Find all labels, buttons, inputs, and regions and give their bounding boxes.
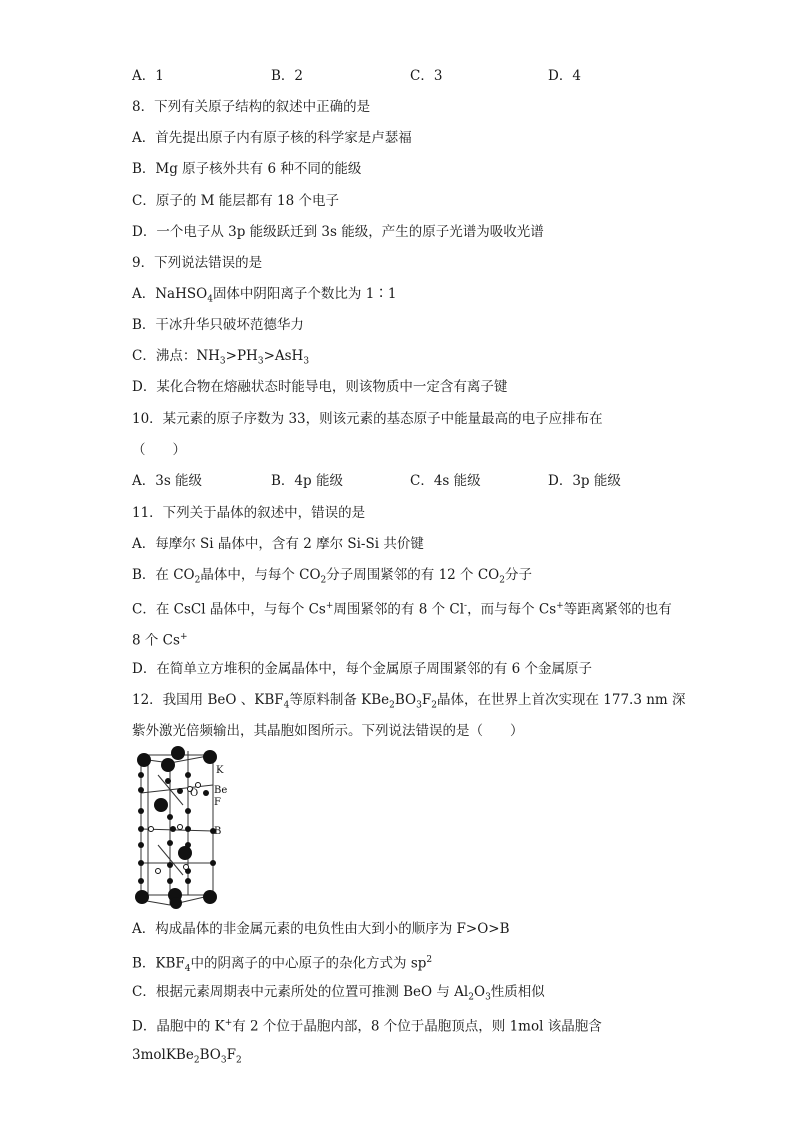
q11-option-d: D．在简单立方堆积的金属晶体中，每个金属原子周围紧邻的有 6 个金属原子: [132, 661, 592, 677]
q9-stem: 9．下列说法错误的是: [132, 255, 263, 271]
k-atom: [154, 798, 168, 812]
k-atom: [203, 750, 217, 764]
q7-option-a: A．1: [132, 68, 164, 84]
legend-o: O: [190, 788, 199, 799]
q11-option-b: B．在 $CO_2$晶体中，与每个 $CO_2$分子周围紧邻的有 12 个 $CO_2$分子: [132, 567, 532, 586]
q8-option-c: C．原子的 M 能层都有 18 个电子: [132, 193, 339, 209]
q9-option-d: D．某化合物在熔融状态时能导电，则该物质中一定含有离子键: [132, 379, 508, 395]
q11-option-c-line2: 8 个 Cs+: [132, 632, 188, 649]
q10-paren: （ ）: [132, 442, 186, 458]
q8-option-a: A．首先提出原子内有原子核的科学家是卢瑟福: [132, 130, 412, 146]
q10-option-a: A．3s 能级: [132, 473, 203, 489]
legend-be: Be: [214, 785, 228, 796]
q8-option-d: D．一个电子从 3p 能级跃迁到 3s 能级，产生的原子光谱为吸收光谱: [132, 224, 544, 240]
q11-option-c: C．在 CsCl 晶体中，与每个 Cs+周围紧邻的有 8 个 Cl-，而与每个 Cs+等距离紧邻的也有: [132, 601, 672, 618]
q9-option-b: B．干冰升华只破坏范德华力: [132, 317, 304, 333]
k-atom: [161, 758, 175, 772]
legend-k: K: [216, 765, 224, 776]
q7-option-d: D．4: [548, 68, 581, 84]
q11-option-a: A．每摩尔 Si 晶体中，含有 2 摩尔 Si-Si 共价键: [132, 536, 424, 552]
q7-option-b: B．2: [271, 68, 304, 84]
k-atom: [178, 846, 192, 860]
k-atom: [135, 890, 149, 904]
q12-option-c: C．根据元素周期表中元素所处的位置可推测 BeO 与 $Al_2O_3$性质相似: [132, 984, 545, 1003]
q12-option-d: D．晶胞中的 K+有 2 个位于晶胞内部，8 个位于晶胞顶点，则 1mol 该晶胞含: [132, 1018, 602, 1035]
q10-option-d: D．3p 能级: [548, 473, 621, 489]
k-atom: [137, 753, 151, 767]
q11-stem: 11．下列关于晶体的叙述中，错误的是: [132, 505, 366, 521]
q10-option-c: C．4s 能级: [410, 473, 481, 489]
q10-stem: 10．某元素的原子序数为 33，则该元素的基态原子中能量最高的电子应排布在: [132, 411, 603, 427]
k-atom: [171, 746, 185, 760]
q12-option-d-line2: $3molKBe_2BO_3F_2$: [132, 1047, 242, 1066]
q12-stem-line1: 12．我国用 BeO 、$KBF_4$等原料制备 $KBe_2BO_3F_2$晶体，在世界上首次实现在 177.3 nm 深: [132, 692, 686, 711]
q10-option-b: B．4p 能级: [271, 473, 343, 489]
q7-option-c: C．3: [410, 68, 443, 84]
k-atom: [170, 897, 182, 909]
q8-stem: 8．下列有关原子结构的叙述中正确的是: [132, 99, 371, 115]
q9-option-c: C．沸点：$NH_3>PH_3>AsH_3$: [132, 348, 310, 367]
q9-option-a: A．NaHSO$_4$固体中阴阳离子个数比为 1∶1: [132, 286, 397, 305]
q8-option-b: B．Mg 原子核外共有 6 种不同的能级: [132, 161, 362, 177]
k-atom: [203, 890, 217, 904]
q12-option-b: B．$KBF_4$中的阴离子的中心原子的杂化方式为 $sp^2$: [132, 955, 433, 975]
q12-stem-line2: 紫外激光倍频输出，其晶胞如图所示。下列说法错误的是（ ）: [132, 723, 524, 739]
legend-b: B: [214, 826, 222, 837]
crystal-cell-figure: [128, 745, 248, 910]
q12-option-a: A．构成晶体的非金属元素的电负性由大到小的顺序为 F>O>B: [132, 921, 510, 937]
legend-f: F: [214, 797, 221, 808]
